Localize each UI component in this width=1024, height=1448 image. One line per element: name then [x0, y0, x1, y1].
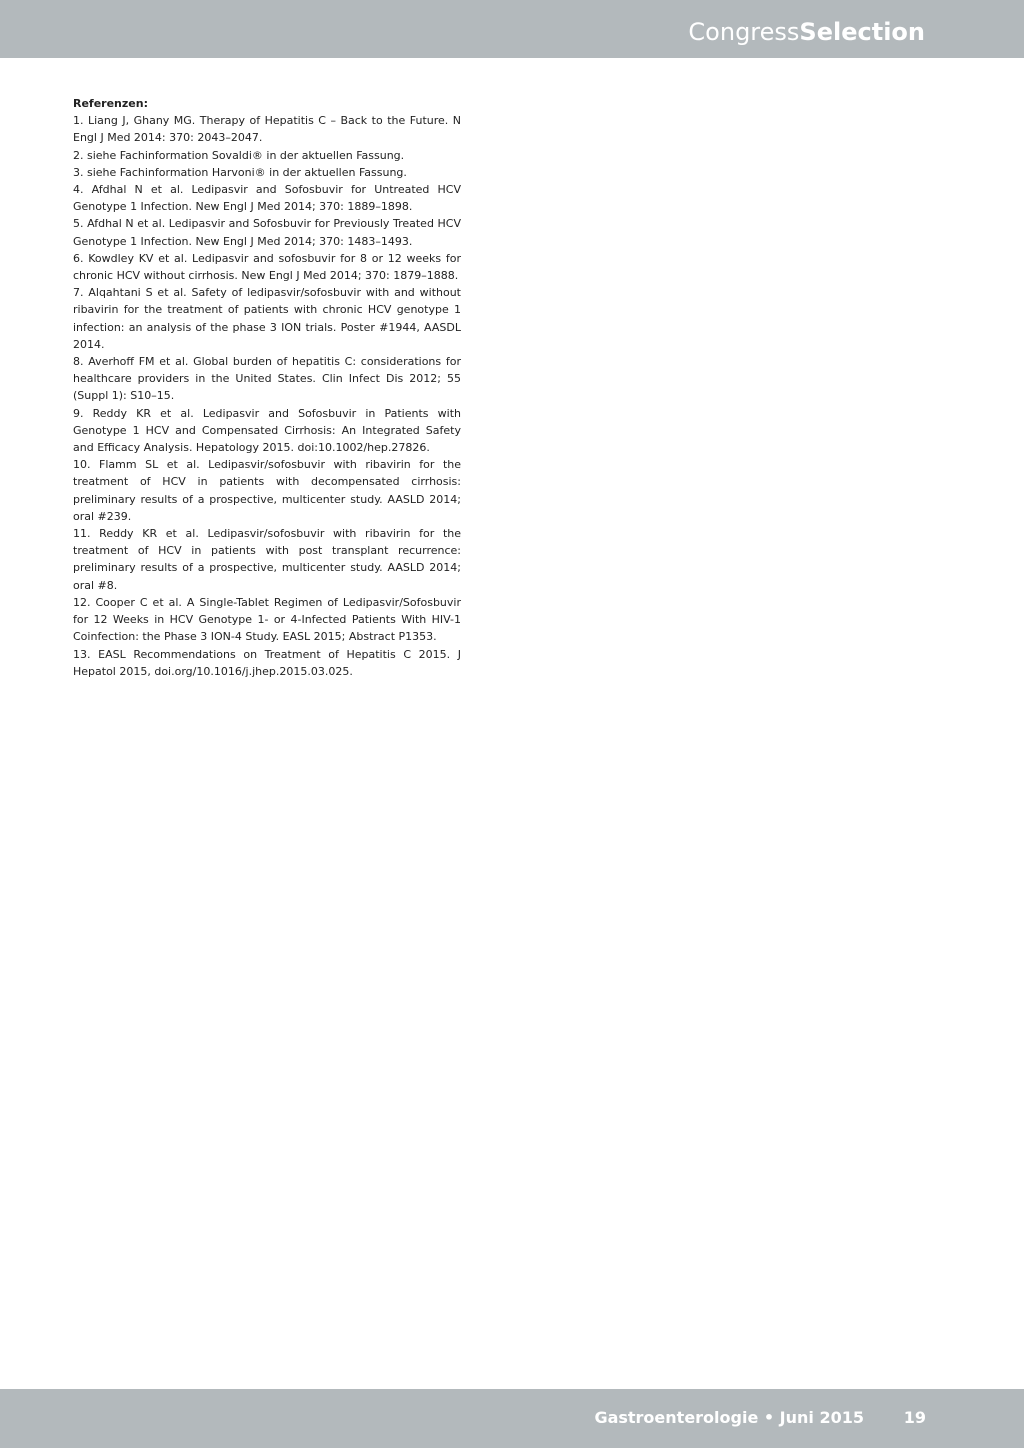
reference-item: 11. Reddy KR et al. Ledipasvir/sofosbuvir with ribavirin for the treatment of HCV in patients with post transplant recurrence: preliminary results of a prospective, multicenter study. AASLD 2014; oral #8. [73, 527, 461, 592]
brand-logo [688, 16, 925, 48]
reference-item: 8. Averhoff FM et al. Global burden of hepatitis C: considerations for healthcare providers in the United States. Clin Infect Dis 2012; 55 (Suppl 1): S10–15. [73, 355, 461, 403]
reference-item: 12. Cooper C et al. A Single-Tablet Regimen of Ledipasvir/Sofosbuvir for 12 Weeks in HCV Genotype 1- or 4-Infected Patients With HIV-1 Coinfection: the Phase 3 ION-4 Study. EASL 2015; Abstract P1353. [73, 595, 461, 644]
reference-item: 10. Flamm SL et al. Ledipasvir/sofosbuvir with ribavirin for the treatment of HCV in patients with decompensated cirrhosis: preliminary results of a prospective, multicenter study. AASLD 2014; oral #239. [73, 458, 461, 523]
brand-bold-text: Selection [799, 18, 925, 46]
reference-item: 5. Afdhal N et al. Ledipasvir and Sofosbuvir for Previously Treated HCV Genotype 1 Infection. New Engl J Med 2014; 370: 1483–1493. [73, 217, 461, 248]
reference-item: 3. siehe Fachinformation Harvoni® in der aktuellen Fassung. [73, 165, 407, 179]
brand-light-text: Congress [688, 18, 800, 46]
reference-item: 2. siehe Fachinformation Sovaldi® in der aktuellen Fassung. [73, 148, 405, 162]
reference-item: 4. Afdhal N et al. Ledipasvir and Sofosbuvir for Untreated HCV Genotype 1 Infection. New Engl J Med 2014; 370: 1889–1898. [73, 183, 461, 214]
footer-band [0, 1389, 1024, 1448]
reference-item: 13. EASL Recommendations on Treatment of Hepatitis C 2015. J Hepatol 2015, doi.org/10.1016/j.jhep.2015.03.025. [73, 647, 461, 678]
reference-item: 1. Liang J, Ghany MG. Therapy of Hepatitis C – Back to the Future. N Engl J Med 2014: 370: 2043–2047. [73, 114, 461, 145]
reference-item: 9. Reddy KR et al. Ledipasvir and Sofosbuvir in Patients with Genotype 1 HCV and Compensated Cirrhosis: An Integrated Safety and Efficacy Analysis. Hepatology 2015. doi:10.1002/hep.27826. [73, 406, 461, 455]
header-band [0, 0, 1024, 58]
references-section [73, 95, 461, 680]
references-heading: Referenzen: [73, 97, 148, 110]
footer-journal-issue: Gastroenterologie • Juni 2015 [594, 1408, 864, 1427]
reference-item: 6. Kowdley KV et al. Ledipasvir and sofosbuvir for 8 or 12 weeks for chronic HCV without cirrhosis. New Engl J Med 2014; 370: 1879–1888. [73, 251, 461, 283]
page-number: 19 [903, 1408, 926, 1427]
references-list [73, 112, 461, 680]
reference-item: 7. Alqahtani S et al. Safety of ledipasvir/sofosbuvir with and without ribavirin for the treatment of patients with chronic HCV genotype 1 infection: an analysis of the phase 3 ION trials. Poster #1944, AASDL 2014. [73, 286, 461, 351]
